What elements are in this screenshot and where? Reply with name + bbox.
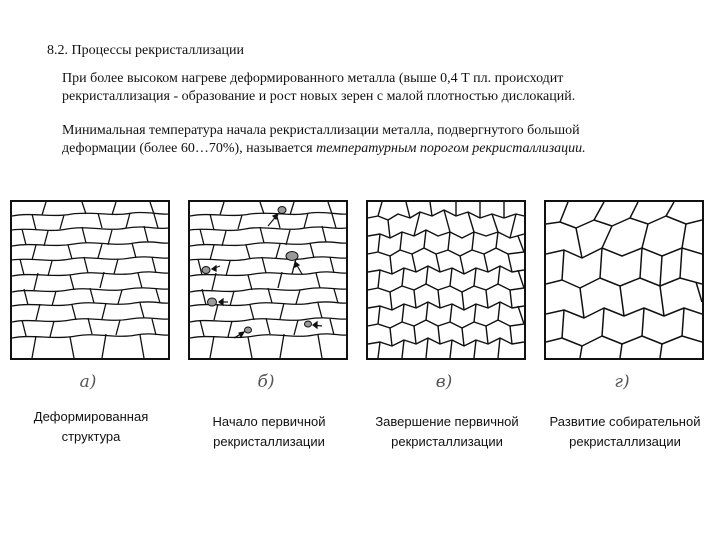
caption-line: рекристаллизации (391, 434, 503, 449)
paragraph-recrystallization-threshold (62, 122, 702, 158)
paragraph-recrystallization-definition (62, 70, 702, 106)
caption-primary-complete (362, 412, 532, 452)
panel-letter-a: а) (79, 372, 97, 392)
deformed-grains-illustration (12, 202, 168, 358)
paragraph-line: рекристаллизация - образование и рост новых зерен с малой плотностью дислокаций. (62, 89, 576, 104)
caption-deformed (6, 407, 176, 447)
term-emphasis: температурным порогом рекристаллизации. (316, 141, 586, 156)
panel-letter-c: в) (435, 372, 453, 392)
caption-line: Развитие собирательной (549, 414, 701, 429)
paragraph-text: деформации (более 60…70%), называется (62, 141, 317, 156)
fine-grains-illustration (368, 202, 524, 358)
micrograph-primary-complete (366, 200, 526, 360)
nucleation-grains-illustration (190, 202, 346, 358)
caption-grain-growth (540, 412, 710, 452)
micrograph-deformed (10, 200, 170, 360)
caption-line: Начало первичной (212, 414, 326, 429)
caption-line: Деформированная (33, 409, 149, 424)
caption-line: рекристаллизации (213, 434, 325, 449)
caption-line: Завершение первичной (375, 414, 519, 429)
section-heading: 8.2. Процессы рекристаллизации (47, 43, 245, 58)
micrograph-nucleation (188, 200, 348, 360)
coarse-grains-illustration (546, 202, 702, 358)
paragraph-line: При более высоком нагреве деформированного металла (выше 0,4 Т пл. происходит (62, 71, 564, 86)
micrograph-grain-growth (544, 200, 704, 360)
panel-letter-d: г) (614, 372, 630, 392)
paragraph-line (62, 140, 702, 158)
panel-letter-b: б) (257, 372, 275, 392)
caption-nucleation (184, 412, 354, 452)
caption-line: рекристаллизации (569, 434, 681, 449)
caption-line: структура (61, 429, 121, 444)
paragraph-line: Минимальная температура начала рекристаллизации металла, подвергнутого большой (62, 123, 580, 138)
